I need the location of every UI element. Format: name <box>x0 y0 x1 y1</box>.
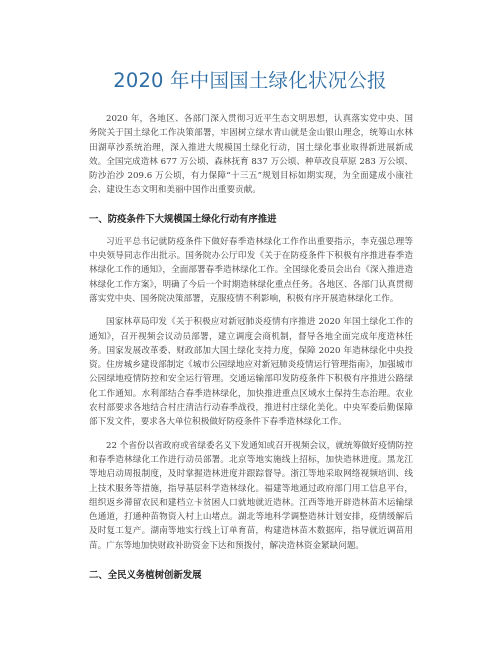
document-body <box>89 112 413 583</box>
spacer <box>89 198 413 213</box>
spacer <box>89 227 413 235</box>
document-title: 2020 年中国国土绿化状况公报 <box>113 69 387 92</box>
section-heading-2: 二、全民义务植树创新发展 <box>89 570 202 582</box>
spacer <box>89 430 413 439</box>
intro-paragraph: 2020 年，各地区、各部门深入贯彻习近平生态文明思想，认真落实党中央、国务院关于国土绿化工作决策部署，牢固树立绿水青山就是金山银山理念，统筹山水林田湖草沙系统治理，深入推进大规模国土绿化行动，国土绿化事业取得新进展新成效。全国完成造林 677 万公顷、森林抚育 837 万公顷、种草改良草原 283 万公顷、防沙治沙 209.6 万公顷，有力保障“十三五”规划目标如期实现，为全面建成小康社会、建设生态文明和美丽中国作出重要贡献。 <box>89 114 413 196</box>
spacer <box>89 306 413 315</box>
section-1-paragraph-3: 22 个省份以省政府或省绿委名义下发通知或召开视频会议，就统筹做好疫情防控和春季造林绿化工作进行动员部署。北京等地实施线上招标，加快造林进度。黑龙江等地启动周报制度，及时掌握造林进度并跟踪督导。浙江等地采取网络视频培训、线上技术服务等措施，指导基层科学造林绿化。福建等地通过政府部门用工信息平台，组织返乡滞留农民和建档立卡贫困人口就地就近造林。江西等地开辟造林苗木运输绿色通道，打通种苗物资入村上山堵点。湖北等地科学调整造林计划安排，疫情缓解后及时复工复产。湖南等地实行线上订单育苗，构建造林苗木数据库，指导就近调苗用苗。广东等地加快财政补助资金下达和预拨付，解决造林资金紧缺问题。 <box>89 440 413 551</box>
section-1-paragraph-1: 习近平总书记就防疫条件下做好春季造林绿化工作作出重要指示，李克强总理等中央领导同志作出批示。国务院办公厅印发《关于在防疫条件下积极有序推进春季造林绿化工作的通知》，全面部署春季造林绿化工作。全国绿化委员会出台《深入推进造林绿化工作方案》，明确了今后一个时期造林绿化重点任务。各地区、各部门认真贯彻落实党中央、国务院决策部署，克服疫情不利影响，积极有序开展造林绿化工作。 <box>89 236 413 304</box>
spacer <box>89 553 413 569</box>
section-heading-1: 一、防疫条件下大规模国土绿化行动有序推进 <box>89 213 277 225</box>
section-1-paragraph-2: 国家林草局印发《关于积极应对新冠肺炎疫情有序推进 2020 年国土绿化工作的通知》，召开视频会议动员部署，建立调度会商机制，督导各地全面完成年度造林任务。国家发展改革委、财政部加大国土绿化支持力度，保障 2020 年造林绿化中央投资。住房城乡建设部制定《城市公园绿地应对新冠肺炎疫情运行管理指南》，加强城市公园绿地疫情防控和安全运行管理。交通运输部印发防疫条件下积极有序推进公路绿化工作通知。水利部结合春季造林绿化，加快推进重点区域水土保持生态治理。农业农村部要求各地结合村庄清洁行动春季战役，推进村庄绿化美化。中央军委后勤保障部下发文件，要求各大单位积极做好防疫条件下春季造林绿化工作。 <box>89 317 413 428</box>
